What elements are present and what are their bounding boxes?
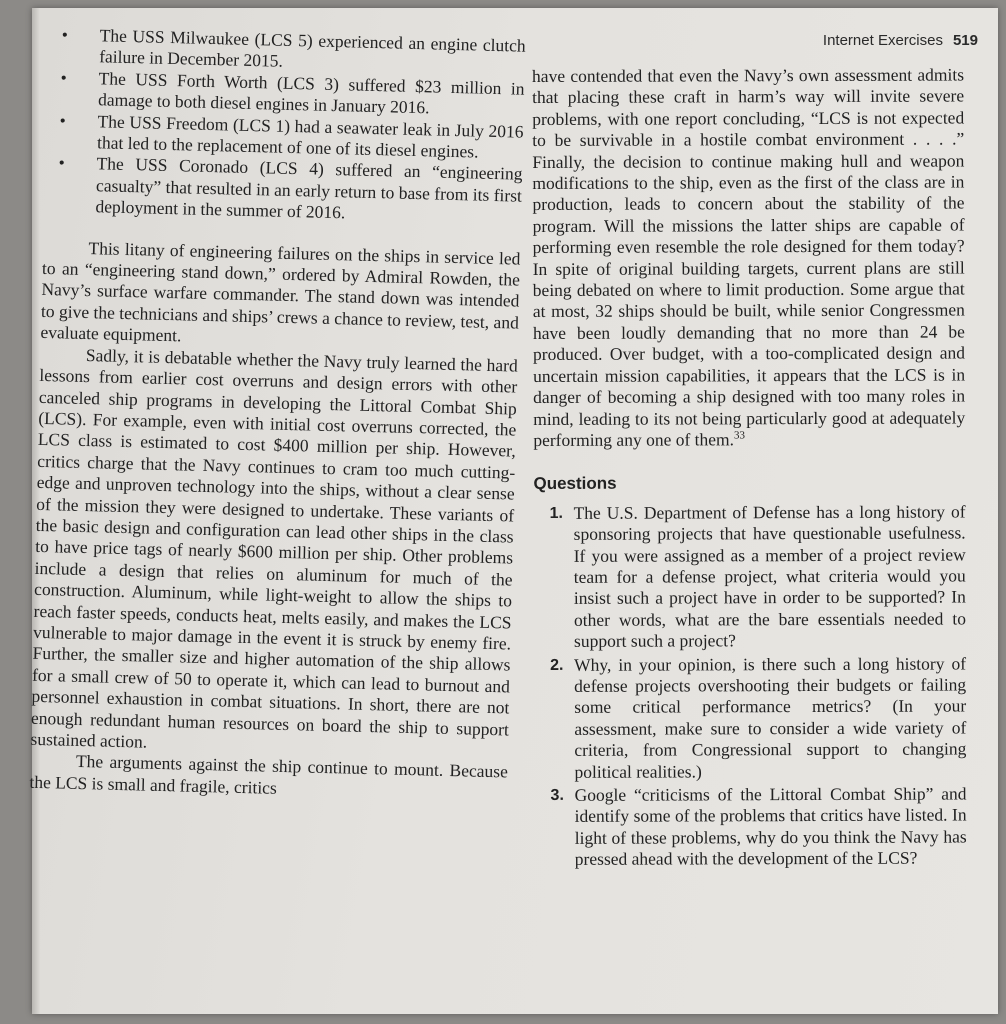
body-paragraph	[532, 64, 965, 451]
left-column	[29, 24, 526, 805]
question-number: 2.	[550, 656, 564, 674]
footnote-ref: 33	[733, 429, 746, 442]
body-paragraph: The arguments against the ship continue to mount. Because the LCS is small and fragile, critics	[29, 751, 509, 798]
questions-heading: Questions	[533, 474, 617, 494]
list-item: • The USS Forth Worth (LCS 3) suffered $23 million in damage to both diesel engines in January 2016.	[60, 67, 525, 118]
question-number: 1.	[549, 504, 563, 522]
question-text: Why, in your opinion, is there such a long history of defense projects overshooting their budgets or failing some critical performance metrics? (In your assessment, make sure to consider a wide variety of criteria, from Congressional support to changing political realities.)	[574, 653, 967, 782]
section-title: Internet Exercises	[822, 32, 943, 49]
body-paragraph: This litany of engineering failures on the ships in service led to an “engineering stand down,” ordered by Admiral Rowden, the Navy’s surface warfare commander. The stand down was intended to give the technicians and ships’ crews a chance to review, test, and evaluate equipment.	[40, 237, 521, 346]
bullet-icon: •	[58, 152, 65, 173]
bullet-icon: •	[60, 67, 68, 88]
list-item: • The USS Freedom (LCS 1) had a seawater leak in July 2016 that led to the replacement of one of its diesel engines.	[59, 109, 524, 162]
question-text: The U.S. Department of Defense has a long history of sponsoring projects that have questionable usefulness. If you were assigned as a member of a project review team for a defense project, what criteria would you insist such a project have in order to be supported? In other words, what are the bare essentials needed to support such a project?	[573, 501, 966, 652]
continued-text: have contended that even the Navy’s own assessment admits that placing these craft in harm’s way will invite severe problems, with one report concluding, “LCS is not expected to be survivable in a hostile combat environment . . . .” Finally, the decision to continue making hull and weapon modifications to the ship, even as the first of the class are in production, leads to concern about the stability of the program. Will the missions the latter ships are capable of performing even resemble the role designed for them today? In spite of original building targets, current plans are still being debated on where to limit production. Some argue that at most, 32 ships should be built, while senior Congressmen have been loudly demanding that no more than 24 be produced. Over budget, with a too-complicated design and uncertain mission capabilities, it appears that the LCS is in danger of becoming a ship designed with too many roles in mind, leading to its not being particularly good at adequately performing any one of them.	[532, 64, 966, 450]
list-item: • The USS Coronado (LCS 4) suffered an “engineering casualty” that resulted in an early return to base from its first deployment in the summer of 2016.	[58, 152, 523, 223]
failure-list	[43, 24, 526, 228]
right-column	[532, 64, 967, 872]
bullet-icon: •	[61, 24, 69, 45]
bullet-icon: •	[59, 109, 67, 131]
question-item	[549, 501, 967, 652]
question-item	[550, 783, 967, 870]
page-number: 519	[952, 32, 978, 49]
running-head	[823, 32, 978, 49]
question-number: 3.	[550, 786, 564, 804]
questions-list	[534, 501, 967, 870]
question-item	[550, 653, 967, 783]
body-paragraph: Sadly, it is debatable whether the Navy truly learned the hard lessons from earlier cost overruns and design errors with other canceled ship programs in developing the Littoral Combat Ship (LCS). For example, even with initial cost overruns corrected, the LCS class is estimated to cost $400 million per ship. However, critics charge that the Navy continues to cram too much cutting-edge and unproven technology into the ships, without a clear sense of the mission they were designed to undertake. These variants of the basic design and configuration can lead other ships in the class to have price tags of nearly $600 million per ship. Other problems include a design that relies on aluminum for much of the construction. Aluminum, while light-weight to allow the ships to reach faster speeds, conducts heat, melts easily, and makes the LCS vulnerable to major damage in the event it is struck by enemy fire. Further, the smaller size and higher automation of the ship allows for a small crew of 50 to operate it, which can lead to burnout and personnel exhaustion in combat situations. In short, there are not enough redundant human resources on board the ship to support sustained action.	[30, 344, 519, 752]
list-item: • The USS Milwaukee (LCS 5) experienced an engine clutch failure in December 2015.	[61, 24, 526, 72]
book-page	[29, 8, 998, 1014]
question-text: Google “criticisms of the Littoral Combat Ship” and identify some of the problems that critics have listed. In light of these problems, why do you think the Navy has pressed ahead with the development of the LCS?	[574, 783, 967, 870]
